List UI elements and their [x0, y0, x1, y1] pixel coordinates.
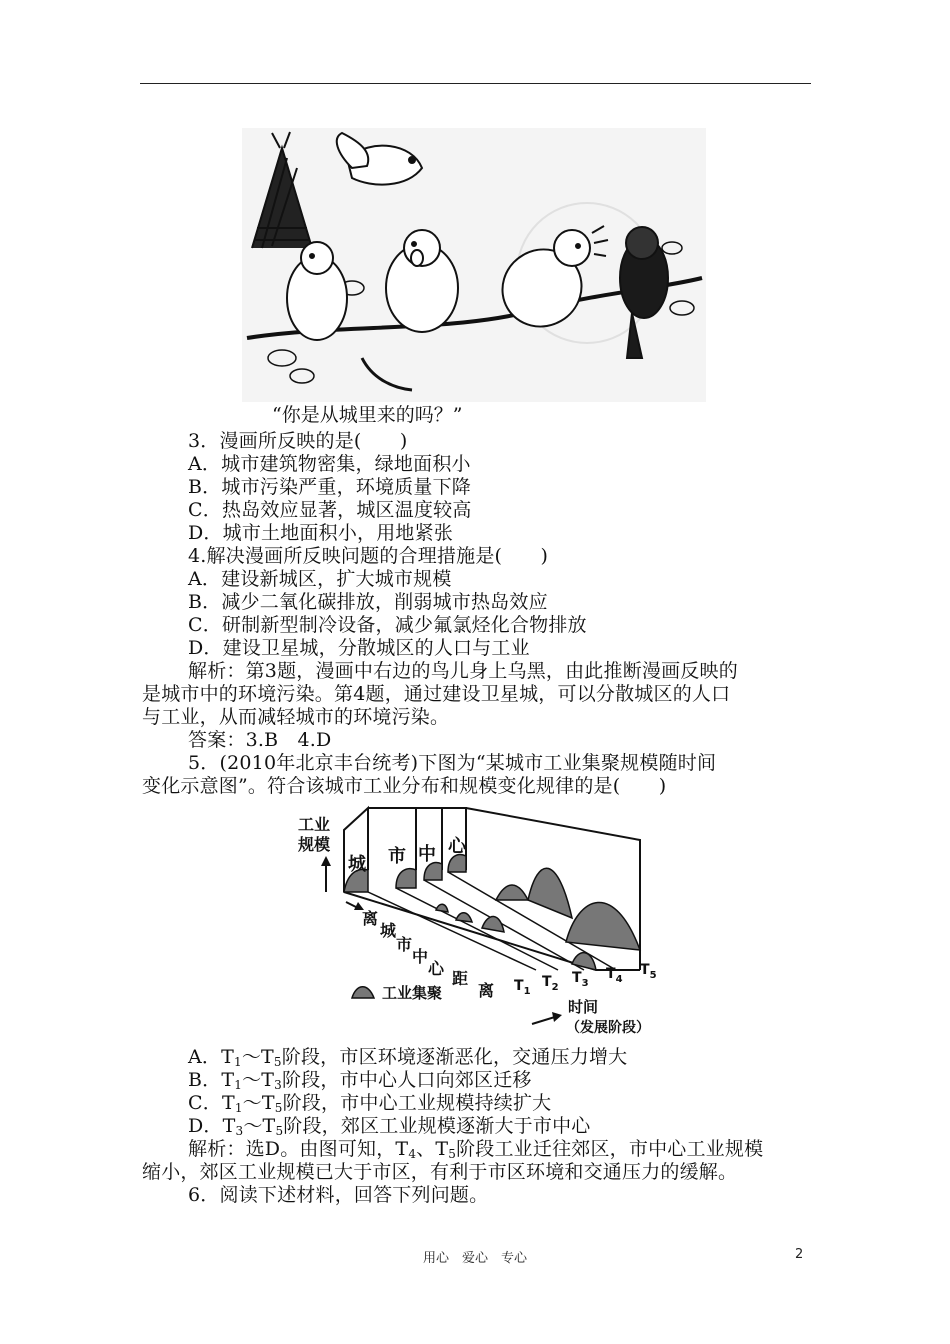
diag-char-2: 城	[380, 921, 397, 940]
q5-stem-line2: 变化示意图”。符合该城市工业分布和规模变化规律的是( )	[142, 775, 667, 797]
diag-char-4: 中	[412, 947, 429, 966]
page-number: 2	[795, 1247, 804, 1262]
x-axis-sublabel: （发展阶段）	[566, 1020, 650, 1036]
legend-label: 工业集聚	[382, 984, 443, 1002]
wall-char-2: 市	[388, 846, 406, 867]
wall-char-4: 心	[448, 836, 466, 857]
legend-hump-icon	[352, 987, 374, 998]
t2-sub: 2	[551, 982, 559, 993]
wall-char-1: 城	[348, 854, 366, 875]
q6-stem: 6．阅读下述材料，回答下列问题。	[188, 1184, 489, 1206]
q4-option-b: B．减少二氧化碳排放，削弱城市热岛效应	[188, 591, 548, 613]
q5-option-d: D．$T_3\sim T_5$阶段，郊区工业规模逐渐大于市中心	[188, 1115, 591, 1138]
q5-option-a: A．$T_1\sim T_5$阶段，市区环境逐渐恶化，交通压力增大	[188, 1046, 628, 1069]
q4-option-a: A．建设新城区，扩大城市规模	[188, 568, 452, 590]
svg-text:T3	[572, 970, 589, 989]
q4-option-c: C．研制新型制冷设备，减少氟氯烃化合物排放	[188, 614, 587, 636]
t5-sub: 5	[649, 970, 657, 981]
diag-char-3: 市	[396, 935, 413, 954]
svg-text:T1	[514, 978, 531, 997]
cartoon-caption: “你是从城里来的吗？”	[272, 404, 463, 426]
industry-agglomeration-diagram	[296, 800, 680, 1036]
t1-label: T	[514, 978, 524, 994]
q3-option-d: D．城市土地面积小，用地紧张	[188, 522, 454, 544]
birds-cartoon-illustration	[242, 128, 706, 402]
t5-label: T	[640, 962, 650, 978]
q3-option-a: A．城市建筑物密集，绿地面积小	[188, 453, 471, 475]
header-rule	[140, 83, 811, 84]
t3-sub: 3	[581, 978, 589, 989]
q3-stem: 3．漫画所反映的是( )	[188, 430, 408, 452]
q5-option-c: C．$T_1\sim T_5$阶段，市中心工业规模持续扩大	[188, 1092, 552, 1115]
analysis2-line2: 缩小，郊区工业规模已大于市区，有利于市区环境和交通压力的缓解。	[142, 1161, 738, 1183]
q4-stem: 4.解决漫画所反映问题的合理措施是( )	[188, 545, 549, 567]
analysis1-line2: 是城市中的环境污染。第4题，通过建设卫星城，可以分散城区的人口	[142, 683, 731, 705]
analysis1-line1: 解析：第3题，漫画中右边的鸟儿身上乌黑，由此推断漫画反映的	[188, 660, 738, 682]
wall-char-3: 中	[418, 844, 436, 865]
svg-text:T4	[606, 966, 623, 985]
svg-text:T5	[640, 962, 657, 981]
diag-char-7: 离	[478, 981, 495, 1000]
t4-sub: 4	[615, 974, 623, 985]
q5-option-b: B．$T_1\sim T_3$阶段，市中心人口向郊区迁移	[188, 1069, 532, 1092]
q4-option-d: D．建设卫星城，分散城区的人口与工业	[188, 637, 530, 659]
y-axis-label-line1: 工业	[298, 815, 331, 834]
y-axis-label-line2: 规模	[298, 835, 331, 854]
diag-char-1: 离	[362, 909, 379, 928]
q3-option-c: C．热岛效应显著，城区温度较高	[188, 499, 472, 521]
diag-char-5: 心	[428, 959, 445, 978]
analysis2-line1: 解析：选D。由图可知，$T_4$、$T_5$阶段工业迁往郊区，市中心工业规模	[188, 1138, 764, 1161]
q3-option-b: B．城市污染严重，环境质量下降	[188, 476, 471, 498]
t1-sub: 1	[523, 986, 531, 997]
q5-stem-line1: 5．(2010年北京丰台统考)下图为“某城市工业集聚规模随时间	[188, 752, 717, 774]
t3-label: T	[572, 970, 582, 986]
footer-text: 用心 爱心 专心	[422, 1251, 527, 1266]
x-axis-label: 时间	[568, 998, 599, 1016]
t2-label: T	[542, 974, 552, 990]
diag-char-6: 距	[452, 969, 469, 988]
svg-text:T2	[542, 974, 559, 993]
t4-label: T	[606, 966, 616, 982]
answer1: 答案：3.B 4.D	[188, 729, 332, 751]
analysis1-line3: 与工业，从而减轻城市的环境污染。	[142, 706, 450, 728]
